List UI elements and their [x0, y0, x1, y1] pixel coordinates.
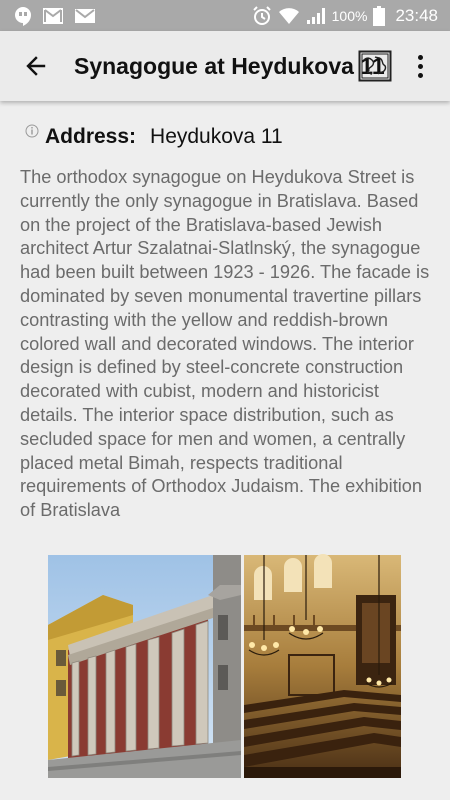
- more-options-button[interactable]: [408, 49, 432, 83]
- alarm-icon: [252, 6, 272, 26]
- signal-icon: [306, 7, 326, 25]
- address-value: Heydukova 11: [150, 125, 283, 148]
- map-icon: [358, 50, 392, 82]
- address-row: [25, 122, 283, 152]
- more-vert-icon-dot: [418, 55, 423, 60]
- description-text: The orthodox synagogue on Heydukova Street is currently the only synagogue in Bratislava. Based on the project of the Bratislava-based Jewish architect Artur Szalatnai-Slatlnský, the synagogue had been built between 1923 - 1926. The facade is dominated by seven monumental travertine pillars contrasting with the yellow and reddish-brown colored wall and decorated windows. The interior design is defined by steel-concrete construction decorated with cubist, modern and historicist details. The interior space distribution, such as secluded space for men and women, a centrally placed metal Bimah, respects traditional requirements of Orthodox Judaism. The exhibition of Bratislava: [20, 167, 430, 521]
- more-vert-icon-dot: [418, 73, 423, 78]
- arrow-left-icon: [24, 54, 48, 78]
- description-container[interactable]: [20, 166, 438, 540]
- map-button[interactable]: [358, 50, 392, 82]
- notification-icons: [14, 6, 96, 26]
- battery-icon: [373, 6, 385, 26]
- clock: 23:48: [395, 5, 438, 25]
- wifi-icon: [278, 7, 300, 25]
- more-vert-icon-dot: [418, 64, 423, 69]
- back-button[interactable]: [18, 48, 54, 84]
- exterior-photo[interactable]: [48, 555, 241, 778]
- mail-icon: [74, 8, 96, 24]
- app-bar: [0, 31, 450, 101]
- hangouts-icon: [14, 6, 32, 26]
- page-title: Synagogue at Heydukova 11: [74, 52, 385, 79]
- interior-photo[interactable]: [244, 555, 401, 778]
- battery-percent: 100%: [331, 7, 368, 24]
- gmail-icon: [42, 7, 64, 25]
- status-bar: [0, 0, 450, 31]
- info-icon: [25, 124, 39, 138]
- system-icons: [252, 6, 438, 26]
- address-label: Address:: [45, 125, 137, 148]
